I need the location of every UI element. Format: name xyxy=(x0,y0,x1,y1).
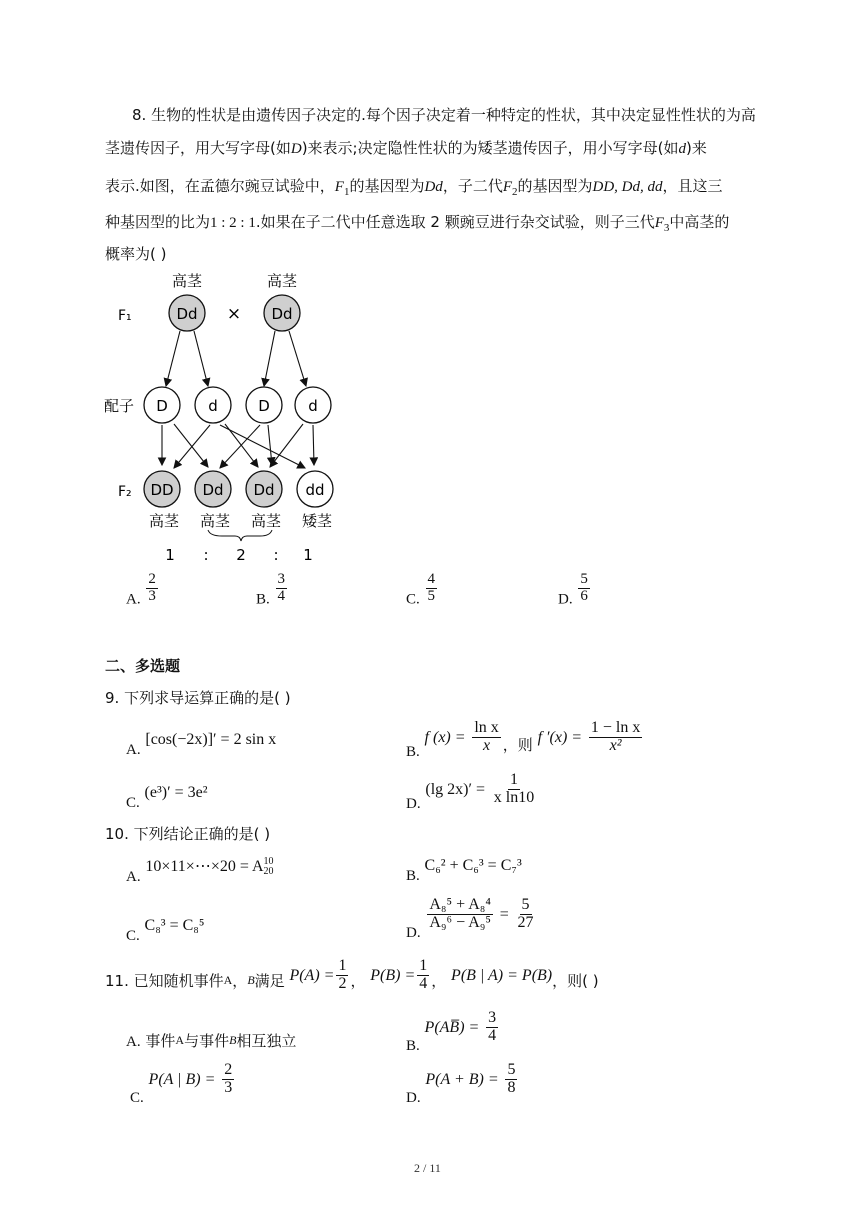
ratio-colon-1: : xyxy=(203,546,209,564)
q8-line5: 概率为( ) xyxy=(105,245,167,263)
offspring-label-3: 高茎 xyxy=(250,512,282,530)
q10-option-c[interactable]: C. C₈³ = C₈⁵ xyxy=(126,917,205,944)
genetics-cross-diagram xyxy=(100,268,360,568)
q11-stem: 11. 已知随机事件$_A$，$_B$满足 P(A) = $\frac{1}{2}$ ， P(B) = $\frac{1}{4}$ ， P(B | A) = P(B)，则( ) xyxy=(105,957,599,992)
q9-option-b[interactable]: B. f (x) = $\frac{\text{ln x}}{x}$ ，则 f ′(x) = $\frac{\text{1 − ln x}}{\text{x²}}$ xyxy=(406,719,641,760)
ratio-3: 1 xyxy=(303,546,313,564)
offspring-label-1: 高茎 xyxy=(148,512,180,530)
ratio-1: 1 xyxy=(165,546,175,564)
row-label-f2: F₂ xyxy=(118,484,132,500)
row-label-f1: F₁ xyxy=(118,308,132,324)
offspring-label-2: 高茎 xyxy=(199,512,231,530)
q11-option-b[interactable]: B. P(AB̅) = $\frac{3}{4}$ xyxy=(406,1009,497,1054)
offspring-3: Dd xyxy=(253,481,275,499)
q8-option-c[interactable]: C. $\frac{4}{5}$ xyxy=(406,571,436,608)
gamete-3: D xyxy=(258,397,270,415)
q11-option-a[interactable]: A. 事件A与事件B相互独立 xyxy=(126,1032,297,1050)
offspring-label-4: 矮茎 xyxy=(301,512,333,530)
ratio-colon-2: : xyxy=(273,546,279,564)
row-label-gamete: 配子 xyxy=(104,397,135,415)
cross-symbol: × xyxy=(226,304,242,324)
q9-option-a[interactable]: A. [cos(−2x)]′ = 2 sin x xyxy=(126,731,277,758)
q8-line4: 种基因型的比为1 : 2 : 1.如果在子二代中任意选取 2 颗豌豆进行杂交试验，则子三代$F_3$中高茎的 xyxy=(105,213,730,234)
offspring-1: DD xyxy=(150,481,174,499)
q11-option-c[interactable]: C. P(A | B) = $\frac{2}{3}$ xyxy=(130,1061,233,1106)
page-number: 2 / 11 xyxy=(414,1161,441,1175)
offspring-2: Dd xyxy=(202,481,224,499)
q10-option-d[interactable]: D. $\frac{\text{A₈⁵ + A₈⁴}}{\text{A₉⁶ − A₉⁵}}$ = $\frac{5}{27}$ xyxy=(406,896,534,941)
q8-option-d[interactable]: D. $\frac{5}{6}$ xyxy=(558,571,588,608)
q10-stem: 10. 下列结论正确的是( ) xyxy=(105,825,271,843)
gamete-2: d xyxy=(208,397,218,415)
offspring-4: dd xyxy=(305,481,325,499)
q8-line1: 8. 生物的性状是由遗传因子决定的.每个因子决定着一种特定的性状，其中决定显性性状的为高 xyxy=(132,106,756,124)
q8-line2: 茎遗传因子，用大写字母(如D)来表示;决定隐性性状的为矮茎遗传因子，用小写字母(如d)来 xyxy=(105,139,707,157)
parent-right: Dd xyxy=(271,305,293,323)
q9-option-c[interactable]: C. (e³)′ = 3e² xyxy=(126,784,208,811)
ratio-2: 2 xyxy=(236,546,246,564)
top-label-left: 高茎 xyxy=(171,272,203,290)
brace xyxy=(208,530,272,541)
section-heading: 二、多选题 xyxy=(105,657,181,675)
q10-option-b[interactable]: B. C₆² + C₆³ = C₇³ xyxy=(406,857,522,884)
q9-option-d[interactable]: D. (lg 2x)′ = $\frac{1}{\text{x ln10}}$ xyxy=(406,771,535,812)
q9-stem: 9. 下列求导运算正确的是( ) xyxy=(105,689,291,707)
q8-option-a[interactable]: A. $\frac{2}{3}$ xyxy=(126,571,156,608)
q8-option-b[interactable]: B. $\frac{3}{4}$ xyxy=(256,571,286,608)
q10-option-a[interactable]: A. 10×11×⋯×20 = A 10 20 xyxy=(126,855,274,885)
gamete-4: d xyxy=(308,397,318,415)
parent-left: Dd xyxy=(176,305,198,323)
q11-option-d[interactable]: D. P(A + B) = $\frac{5}{8}$ xyxy=(406,1061,516,1106)
q8-line3: 表示.如图，在孟德尔豌豆试验中，$F_1$的基因型为Dd，子二代$F_2$的基因型为DD, Dd, dd，且这三 xyxy=(105,177,723,198)
gamete-1: D xyxy=(156,397,168,415)
top-label-right: 高茎 xyxy=(266,272,298,290)
